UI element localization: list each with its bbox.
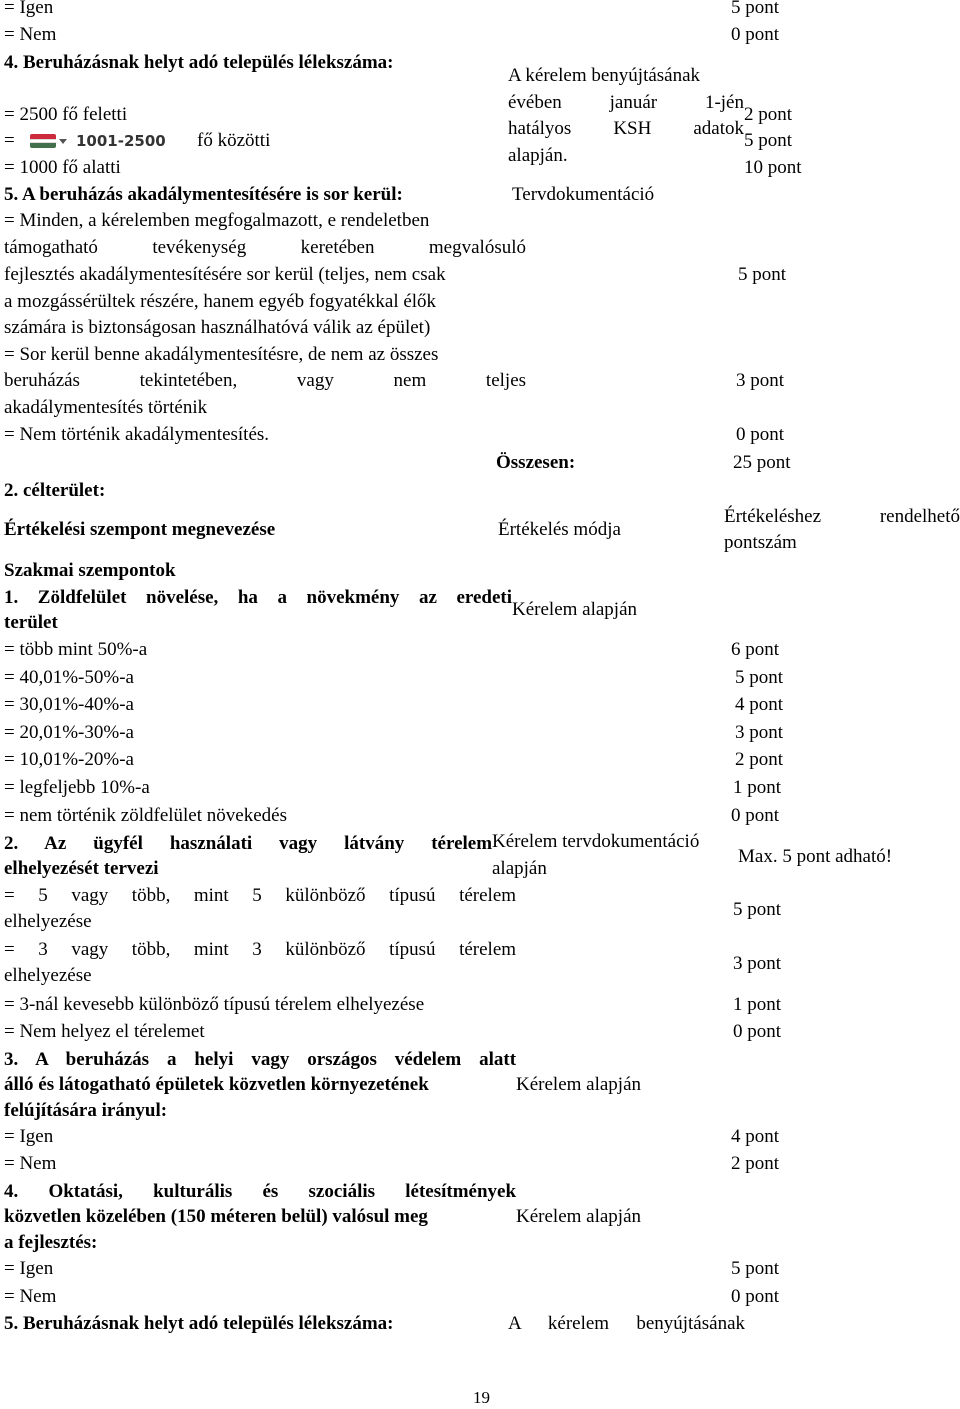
word: teljes [485, 370, 527, 391]
s2-option1-line1 [4, 885, 516, 908]
s2-option2-line1 [4, 939, 516, 962]
option-b-line1: = Sor kerül benne akadálymentesítésre, de nem az összes [4, 344, 439, 365]
word: különböző [285, 939, 366, 960]
s5-method [508, 1313, 745, 1336]
population-option-1: = 2500 fő feletti [4, 104, 128, 125]
word: 1. [4, 587, 19, 608]
s1-title-line2: terület [4, 612, 58, 633]
method-text-line3 [508, 118, 744, 141]
word: látvány [344, 833, 405, 854]
s1-option-points: 5 pont [735, 667, 784, 688]
option-c: = Nem történik akadálymentesítés. [4, 424, 270, 445]
s1-option-label: = nem történik zöldfelület növekedés [4, 805, 287, 826]
s3-method: Kérelem alapján [516, 1074, 642, 1095]
language-select[interactable] [30, 134, 70, 150]
word: különböző [285, 885, 366, 906]
population-range-select-value[interactable]: 1001-2500 [76, 132, 166, 150]
s2-option4: = Nem helyez el térelemet [4, 1021, 205, 1042]
word: támogatható [4, 237, 98, 258]
s4-title-line2: közvetlen közelében (150 méteren belül) valósul meg [4, 1206, 428, 1227]
s2-title-line1 [4, 833, 492, 856]
word: növekmény [306, 587, 400, 608]
section-2-title: 2. célterület: [4, 480, 106, 501]
s5-title: 5. Beruházásnak helyt adó település lélekszáma: [4, 1313, 394, 1334]
population-points-3: 10 pont [744, 157, 802, 178]
s1-option-points: 0 pont [731, 805, 780, 826]
word: típusú [389, 939, 436, 960]
criterion-5-method: Tervdokumentáció [512, 184, 655, 205]
answer-nem: = Nem [4, 24, 57, 45]
s2-method-line2: alapján [492, 858, 547, 879]
word: létesítmények [405, 1181, 517, 1202]
s4-points-nem: 0 pont [731, 1286, 780, 1307]
s1-option-points: 1 pont [733, 777, 782, 798]
s4-answer-nem: = Nem [4, 1286, 57, 1307]
word: hatályos [508, 118, 572, 139]
word: KSH [613, 118, 652, 139]
word: rendelhető [879, 506, 960, 527]
column-header-points-line1 [724, 506, 960, 529]
word: alatt [479, 1049, 517, 1070]
word: vagy [71, 885, 109, 906]
option-a-line1: = Minden, a kérelemben megfogalmazott, e rendeletben [4, 210, 430, 231]
word: több, [131, 939, 171, 960]
page-number: 19 [473, 1388, 490, 1407]
word: megvalósuló [428, 237, 526, 258]
word: védelem [394, 1049, 462, 1070]
word: Oktatási, [48, 1181, 123, 1202]
word: típusú [389, 885, 436, 906]
word: tekintetében, [139, 370, 238, 391]
population-option-3: = 1000 fő alatti [4, 157, 121, 178]
criterion-4-title: 4. Beruházásnak helyt adó település lélekszáma: [4, 52, 394, 73]
option-a-line3: fejlesztés akadálymentesítésére sor kerül (teljes, nem csak [4, 264, 446, 285]
s3-title-line3: felújítására irányul: [4, 1100, 168, 1121]
s2-title-line2: elhelyezését tervezi [4, 858, 159, 879]
method-text-line1: A kérelem benyújtásának [508, 65, 701, 86]
word: több, [131, 885, 171, 906]
s3-points-igen: 4 pont [731, 1126, 780, 1147]
option-a-line2 [4, 237, 526, 260]
points-nem: 0 pont [731, 24, 780, 45]
word: keretében [300, 237, 375, 258]
s1-option-points: 4 pont [735, 694, 784, 715]
s2-option1-points: 5 pont [733, 899, 782, 920]
s2-option3-points: 1 pont [733, 994, 782, 1015]
chevron-down-icon [59, 139, 67, 144]
word: térelem [459, 885, 517, 906]
criterion-5-title: 5. A beruházás akadálymentesítésére is sor kerül: [4, 184, 403, 205]
hungarian-flag-icon [30, 134, 56, 148]
word: térelem [459, 939, 517, 960]
s4-method: Kérelem alapján [516, 1206, 642, 1227]
s1-option-points: 6 pont [731, 639, 780, 660]
option-b-points: 3 pont [736, 370, 785, 391]
s1-option-label: = 40,01%-50%-a [4, 667, 134, 688]
word: tevékenység [152, 237, 247, 258]
word: évében [508, 92, 562, 113]
s2-option2-line2: elhelyezése [4, 965, 92, 986]
s1-option-label: = több mint 50%-a [4, 639, 148, 660]
word: 5 [38, 885, 48, 906]
column-header-points-line2: pontszám [724, 532, 797, 553]
word: A [508, 1313, 521, 1334]
word: Zöldfelület [37, 587, 127, 608]
s4-title-line1 [4, 1181, 516, 1204]
word: vagy [279, 833, 318, 854]
word: szociális [308, 1181, 376, 1202]
s1-option-points: 3 pont [735, 722, 784, 743]
s4-title-line3: a fejlesztés: [4, 1232, 98, 1253]
word: 3 [252, 939, 262, 960]
word: eredeti [456, 587, 513, 608]
option-a-line5: számára is biztonságosan használhatóvá válik az épület) [4, 317, 431, 338]
option-b-line2 [4, 370, 526, 393]
word: 1-jén [704, 92, 744, 113]
word: beruházás [65, 1049, 150, 1070]
word: és [262, 1181, 279, 1202]
s4-points-igen: 5 pont [731, 1258, 780, 1279]
total-label: Összesen: [496, 452, 576, 473]
word: használati [169, 833, 253, 854]
points-igen: 5 pont [731, 0, 780, 18]
word: a [166, 1049, 177, 1070]
word: 4. [4, 1181, 19, 1202]
word: nem [393, 370, 427, 391]
flag-green-stripe [30, 143, 56, 148]
method-text-line2 [508, 92, 744, 115]
word: kérelem [547, 1313, 610, 1334]
word: térelem [431, 833, 493, 854]
s2-max-note: Max. 5 pont adható! [738, 846, 893, 867]
s1-option-label: = legfeljebb 10%-a [4, 777, 150, 798]
word: az [418, 587, 437, 608]
word: növelése, [146, 587, 219, 608]
word: benyújtásának [636, 1313, 745, 1334]
s2-option2-points: 3 pont [733, 953, 782, 974]
word: január [609, 92, 658, 113]
word: 2. [4, 833, 19, 854]
method-text-line4: alapján. [508, 145, 568, 166]
s2-option1-line2: elhelyezése [4, 911, 92, 932]
word: A [35, 1049, 48, 1070]
s2-option3: = 3-nál kevesebb különböző típusú térelem elhelyezése [4, 994, 425, 1015]
word: 3. [4, 1049, 19, 1070]
option-a-line4: a mozgássérültek részére, hanem egyéb fogyatékkal élők [4, 291, 437, 312]
s3-answer-nem: = Nem [4, 1153, 57, 1174]
word: kulturális [153, 1181, 233, 1202]
option-b-line3: akadálymentesítés történik [4, 397, 208, 418]
word: mint [193, 885, 229, 906]
population-points-2: 5 pont [744, 130, 793, 151]
word: 3 [38, 939, 48, 960]
word: Értékeléshez [724, 506, 822, 527]
population-points-1: 2 pont [744, 104, 793, 125]
word: beruházás [4, 370, 80, 391]
subheading-professional: Szakmai szempontok [4, 560, 176, 581]
column-header-criterion: Értékelési szempont megnevezése [4, 519, 276, 540]
s3-title-line2: álló és látogatható épületek közvetlen környezetének [4, 1074, 429, 1095]
word: ha [237, 587, 258, 608]
column-header-method: Értékelés módja [498, 519, 621, 540]
word: ügyfél [93, 833, 143, 854]
total-points: 25 pont [733, 452, 791, 473]
s1-title-line1 [4, 587, 512, 610]
word: országos [307, 1049, 377, 1070]
s1-option-label: = 10,01%-20%-a [4, 749, 134, 770]
option-a-points: 5 pont [738, 264, 787, 285]
word: helyi [194, 1049, 234, 1070]
population-option-2-prefix: = [4, 130, 15, 151]
s4-answer-igen: = Igen [4, 1258, 54, 1279]
answer-igen: = Igen [4, 0, 54, 18]
s1-option-label: = 30,01%-40%-a [4, 694, 134, 715]
s2-method-line1: Kérelem tervdokumentáció [492, 831, 700, 852]
s1-method: Kérelem alapján [512, 599, 638, 620]
s3-points-nem: 2 pont [731, 1153, 780, 1174]
s1-option-label: = 20,01%-30%-a [4, 722, 134, 743]
word: adatok [693, 118, 744, 139]
population-option-2-suffix: fő közötti [197, 130, 271, 151]
s2-option4-points: 0 pont [733, 1021, 782, 1042]
option-c-points: 0 pont [736, 424, 785, 445]
word: vagy [71, 939, 109, 960]
s3-answer-igen: = Igen [4, 1126, 54, 1147]
word: = [4, 939, 15, 960]
word: vagy [251, 1049, 290, 1070]
word: = [4, 885, 15, 906]
word: mint [193, 939, 229, 960]
word: vagy [296, 370, 334, 391]
s3-title-line1 [4, 1049, 516, 1072]
word: a [277, 587, 287, 608]
s1-option-points: 2 pont [735, 749, 784, 770]
word: Az [44, 833, 67, 854]
word: 5 [252, 885, 262, 906]
